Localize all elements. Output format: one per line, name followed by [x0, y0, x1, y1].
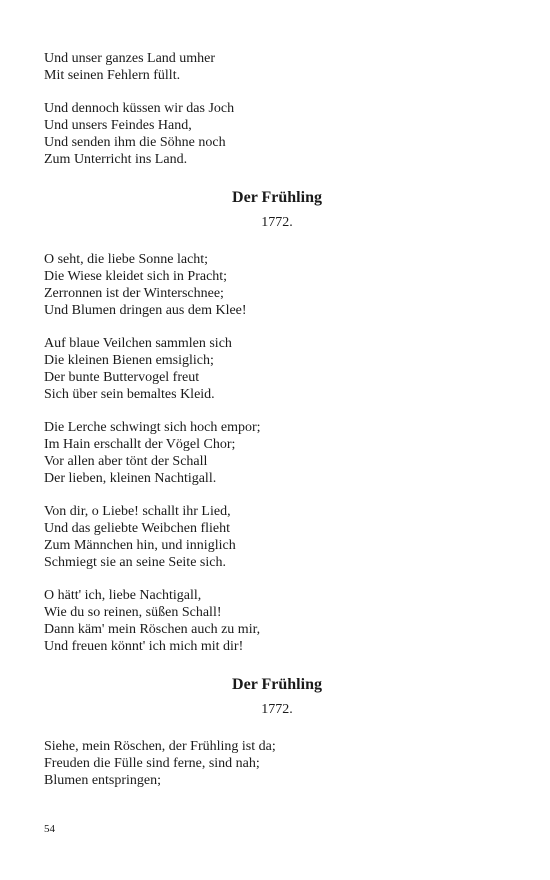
verse-line: O hätt' ich, liebe Nachtigall, [44, 588, 202, 603]
verse-line: Schmiegt sie an seine Seite sich. [44, 555, 226, 570]
stanza [44, 251, 510, 319]
stanza [44, 100, 510, 168]
page-content [44, 50, 510, 805]
verse-line: Zum Unterricht ins Land. [44, 152, 188, 167]
verse-line: Der bunte Buttervogel freut [44, 370, 200, 385]
verse-line: Wie du so reinen, süßen Schall! [44, 605, 222, 620]
verse-line: Zerronnen ist der Winterschnee; [44, 286, 224, 301]
verse-line: Und das geliebte Weibchen flieht [44, 521, 230, 536]
poem-year: 1772. [261, 702, 293, 717]
verse-line: O seht, die liebe Sonne lacht; [44, 252, 209, 267]
verse-line: Zum Männchen hin, und inniglich [44, 538, 236, 553]
verse-line: Siehe, mein Röschen, der Frühling ist da; [44, 739, 276, 754]
poem-title: Der Frühling [232, 189, 322, 206]
poem-title: Der Frühling [232, 676, 322, 693]
verse-line: Und dennoch küssen wir das Joch [44, 101, 235, 116]
verse-line: Die Wiese kleidet sich in Pracht; [44, 269, 228, 284]
verse-line: Und senden ihm die Söhne noch [44, 135, 226, 150]
stanza [44, 335, 510, 403]
stanza [44, 587, 510, 655]
verse-line: Vor allen aber tönt der Schall [44, 454, 208, 469]
stanza [44, 419, 510, 487]
verse-line: Und Blumen dringen aus dem Klee! [44, 303, 247, 318]
verse-line: Im Hain erschallt der Vögel Chor; [44, 437, 236, 452]
verse-line: Und freuen könnt' ich mich mit dir! [44, 639, 244, 654]
verse-line: Und unsers Feindes Hand, [44, 118, 192, 133]
stanza [44, 50, 510, 84]
page-number: 54 [44, 823, 55, 835]
stanza [44, 503, 510, 571]
verse-line: Dann käm' mein Röschen auch zu mir, [44, 622, 261, 637]
verse-line: Sich über sein bemaltes Kleid. [44, 387, 215, 402]
verse-line: Von dir, o Liebe! schallt ihr Lied, [44, 504, 231, 519]
verse-line: Der lieben, kleinen Nachtigall. [44, 471, 217, 486]
verse-line: Auf blaue Veilchen sammlen sich [44, 336, 232, 351]
stanza [44, 738, 510, 789]
verse-line: Mit seinen Fehlern füllt. [44, 68, 181, 83]
verse-line: Freuden die Fülle sind ferne, sind nah; [44, 756, 260, 771]
verse-line: Die Lerche schwingt sich hoch empor; [44, 420, 261, 435]
verse-line: Und unser ganzes Land umher [44, 51, 216, 66]
verse-line: Die kleinen Bienen emsiglich; [44, 353, 214, 368]
poem-year: 1772. [261, 215, 293, 230]
verse-line: Blumen entspringen; [44, 773, 162, 788]
